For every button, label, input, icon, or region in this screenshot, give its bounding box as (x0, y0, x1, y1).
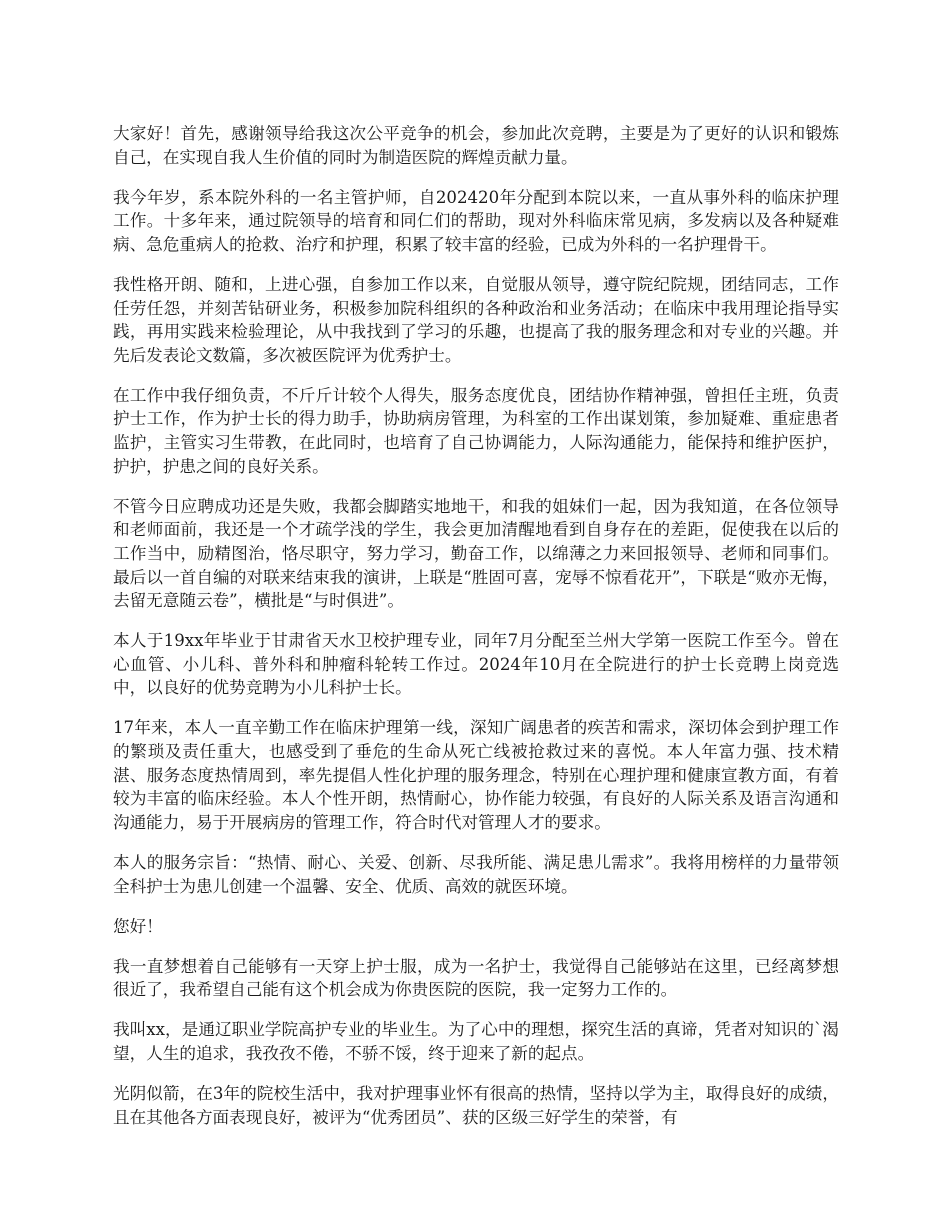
paragraph-personality: 我性格开朗、随和，上进心强，自参加工作以来，自觉服从领导，遵守院纪院规，团结同志，工作任劳任怨，并刻苦钻研业务，积极参加院科组织的各种政治和业务活动；在临床中我用理论指导实践，再用实践来检验理论，从中我找到了学习的乐趣，也提高了我的服务理念和对专业的兴趣。并先后发表论文数篇，多次被医院评为优秀护士。 (113, 274, 839, 365)
paragraph-background: 我今年岁，系本院外科的一名主管护师，自202420年分配到本院以来，一直从事外科的临床护理工作。十多年来，通过院领导的培育和同仁们的帮助，现对外科临床常见病，多发病以及各种疑难病、急危重病人的抢救、治疗和护理，积累了较丰富的经验，已成为外科的一名护理骨干。 (113, 187, 839, 254)
paragraph-closing-couplet: 不管今日应聘成功还是失败，我都会脚踏实地地干，和我的姐妹们一起，因为我知道，在各位领导和老师面前，我还是一个才疏学浅的学生，我会更加清醒地看到自身存在的差距，促使我在以后的工作当中，励精图治，恪尽职守，努力学习，勤奋工作，以绵薄之力来回报领导、老师和同事们。最后以一首自编的对联来结束我的演讲，上联是“胜固可喜，宠辱不惊看花开”，下联是“败亦无悔，去留无意随云卷”，横批是“与时俱进”。 (113, 496, 839, 611)
paragraph-introduction: 我叫xx，是通辽职业学院高护专业的毕业生。为了心中的理想，探究生活的真谛，凭者对知识的`渴望，人生的追求，我孜孜不倦，不骄不馁，终于迎来了新的起点。 (113, 1020, 839, 1063)
paragraph-greeting: 大家好！首先，感谢领导给我这次公平竞争的机会，参加此次竞聘，主要是为了更好的认识和锻炼自己，在实现自我人生价值的同时为制造医院的辉煌贡献力量。 (113, 124, 839, 167)
paragraph-salutation: 您好！ (113, 916, 163, 936)
paragraph-dream: 我一直梦想着自己能够有一天穿上护士服，成为一名护士，我觉得自己能够站在这里，已经离梦想很近了，我希望自己能有这个机会成为你贵医院的医院，我一定努力工作的。 (113, 956, 839, 1000)
document-body (113, 122, 839, 1146)
paragraph-service-motto: 本人的服务宗旨：“热情、耐心、关爱、创新、尽我所能、满足患儿需求”。我将用榜样的力量带领全科护士为患儿创建一个温馨、安全、优质、高效的就医环境。 (113, 852, 839, 896)
paragraph-experience: 17年来，本人一直辛勤工作在临床护理第一线，深知广阔患者的疾苦和需求，深切体会到护理工作的繁琐及责任重大，也感受到了垂危的生命从死亡线被抢救过来的喜悦。本人年富力强、技术精湛、服务态度热情周到，率先提倡人性化护理的服务理念，特别在心理护理和健康宣教方面，有着较为丰富的临床经验。本人个性开朗，热情耐心，协作能力较强，有良好的人际关系及语言沟通和沟通能力，易于开展病房的管理工作，符合时代对管理人才的要求。 (113, 718, 839, 832)
paragraph-school-life: 光阴似箭，在3年的院校生活中，我对护理事业怀有很高的热情，坚持以学为主，取得良好的成绩，且在其他各方面表现良好，被评为“优秀团员”、获的区级三好学生的荣誉，有 (113, 1084, 839, 1127)
paragraph-work-attitude: 在工作中我仔细负责，不斤斤计较个人得失，服务态度优良，团结协作精神强，曾担任主班，负责护士工作，作为护士长的得力助手，协助病房管理，为科室的工作出谋划策，参加疑难、重症患者监护，主管实习生带教，在此同时，也培育了自己协调能力，人际沟通能力，能保持和维护医护，护护，护患之间的良好关系。 (113, 385, 839, 476)
paragraph-education-history: 本人于19xx年毕业于甘肃省天水卫校护理专业，同年7月分配至兰州大学第一医院工作至今。曾在心血管、小儿科、普外科和肿瘤科轮转工作过。2024年10月在全院进行的护士长竞聘上岗竞选中，以良好的优势竞聘为小儿科护士长。 (113, 631, 839, 698)
